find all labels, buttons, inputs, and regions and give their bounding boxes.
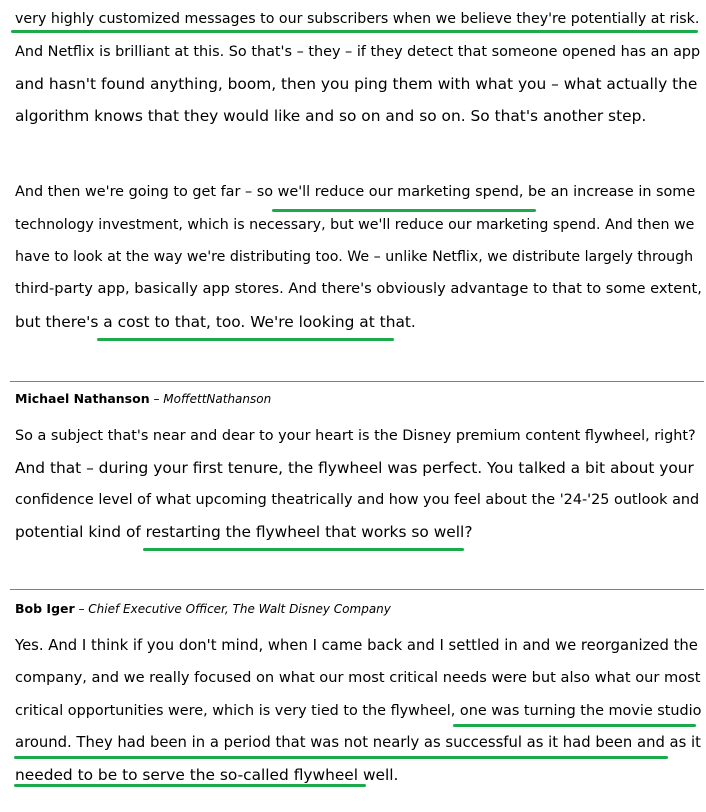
paragraph-line: needed to be to serve the so-called flywheel well. [15,766,399,784]
speaker-affiliation: – MoffettNathanson [149,392,272,406]
highlight-underline [143,548,464,551]
paragraph-line: algorithm knows that they would like and so on and so on. So that's another step. [15,107,647,125]
paragraph-line: but there's a cost to that, too. We're looking at that. [15,313,416,331]
paragraph-line: potential kind of restarting the flywheel that works so well? [15,523,473,541]
paragraph-line: around. They had been in a period that was not nearly as successful as it had been and as it [15,734,701,751]
highlight-underline [14,784,366,787]
paragraph-line: have to look at the way we're distributing too. We – unlike Netflix, we distribute largely through [15,249,694,265]
paragraph-line: and hasn't found anything, boom, then you ping them with what you – what actually the [15,75,698,93]
speaker-attribution [15,391,271,407]
paragraph-line: Yes. And I think if you don't mind, when I came back and I settled in and we reorganized the [15,637,698,654]
paragraph-line: And then we're going to get far – so we'll reduce our marketing spend, be an increase in some [15,184,696,200]
speaker-name: Bob Iger [15,601,75,616]
paragraph-line: So a subject that's near and dear to your heart is the Disney premium content flywheel, right? [15,428,696,444]
paragraph-line: technology investment, which is necessary, but we'll reduce our marketing spend. And then we [15,217,695,233]
highlight-underline [11,30,698,33]
speaker-attribution [15,601,391,617]
paragraph-line: And that – during your first tenure, the flywheel was perfect. You talked a bit about your [15,459,694,477]
highlight-underline [272,209,536,212]
highlight-underline [14,756,668,759]
highlight-underline [453,724,696,727]
section-divider [10,589,704,590]
paragraph-line: very highly customized messages to our subscribers when we believe they're potentially at risk. [15,11,700,27]
highlight-underline [97,338,394,341]
paragraph-line: confidence level of what upcoming theatrically and how you feel about the '24-'25 outlook and [15,492,700,508]
speaker-name: Michael Nathanson [15,391,150,406]
paragraph-line: company, and we really focused on what our most critical needs were but also what our most [15,669,701,686]
paragraph-line: And Netflix is brilliant at this. So that's – they – if they detect that someone opened has an app [15,44,701,60]
speaker-title: – Chief Executive Officer, The Walt Disney Company [74,602,391,616]
section-divider [10,381,704,382]
paragraph-line: critical opportunities were, which is very tied to the flywheel, one was turning the movie studio [15,703,702,719]
paragraph-line: third-party app, basically app stores. And there's obviously advantage to that to some extent, [15,280,702,297]
